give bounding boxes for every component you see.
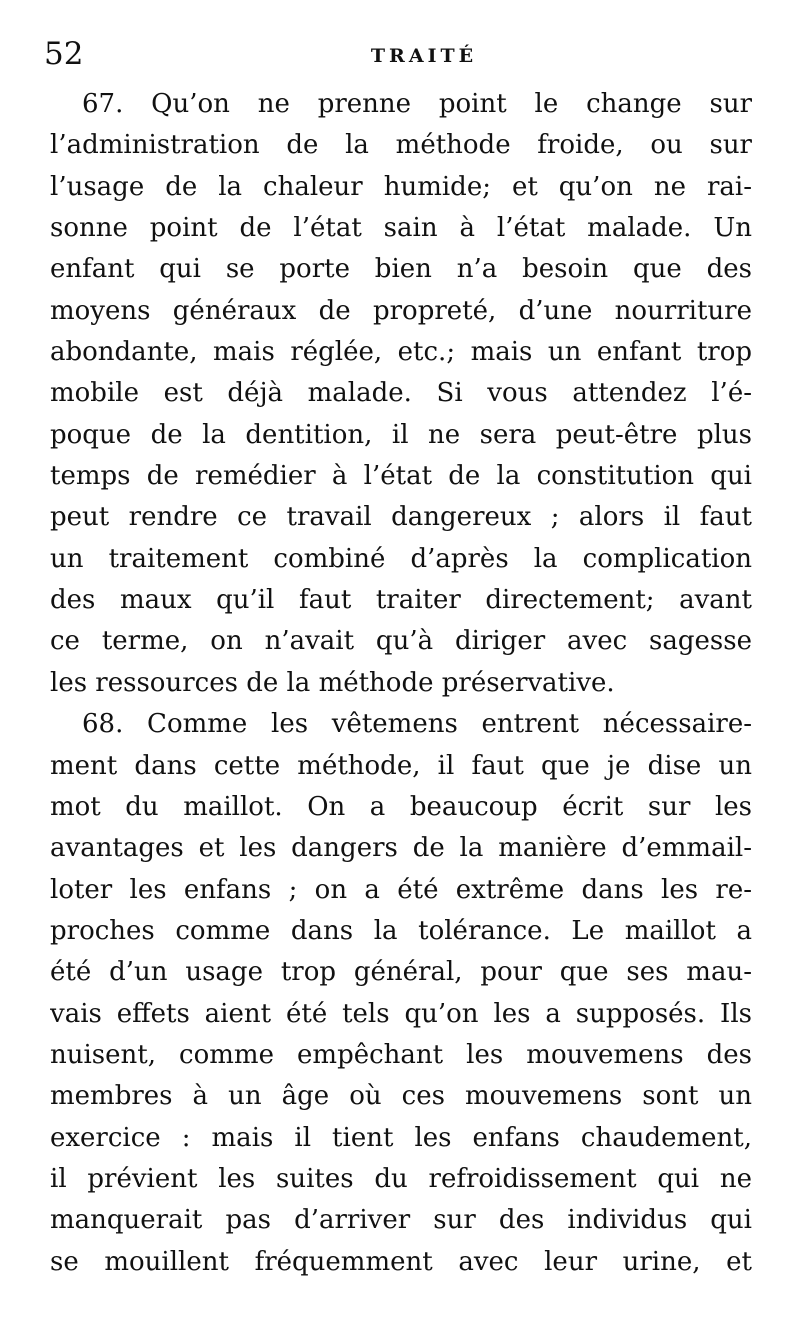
text-line: l’usage de la chaleur humide; et qu’on ne rai- (50, 171, 752, 202)
text-line: nuisent, comme empêchant les mouvemens des (50, 1039, 752, 1070)
text-line: l’administration de la méthode froide, ou sur (50, 130, 752, 161)
body-text (50, 84, 752, 1283)
page-number: 52 (44, 36, 84, 72)
text-line: été d’un usage trop général, pour que ses mau- (50, 957, 752, 988)
text-line: mobile est déjà malade. Si vous attendez l’é- (50, 378, 752, 409)
text-line: 68. Comme les vêtemens entrent nécessaire- (82, 709, 752, 740)
page-header (44, 34, 764, 74)
text-line: des maux qu’il faut traiter directement; avant (50, 585, 752, 616)
text-line: moyens généraux de propreté, d’une nourriture (50, 295, 752, 326)
text-line: exercice : mais il tient les enfans chaudement, (50, 1122, 752, 1153)
text-line: peut rendre ce travail dangereux ; alors il faut (50, 502, 752, 533)
text-line: temps de remédier à l’état de la constitution qui (50, 461, 752, 492)
text-line: il prévient les suites du refroidissement qui ne (50, 1163, 752, 1194)
text-line: manquerait pas d’arriver sur des individus qui (50, 1205, 752, 1236)
text-line: loter les enfans ; on a été extrême dans les re- (50, 874, 752, 905)
text-line: abondante, mais réglée, etc.; mais un enfant trop (50, 337, 752, 368)
text-line: poque de la dentition, il ne sera peut-être plus (50, 419, 752, 450)
text-line: se mouillent fréquemment avec leur urine, et (50, 1246, 752, 1277)
text-line: proches comme dans la tolérance. Le maillot a (50, 915, 752, 946)
text-line: enfant qui se porte bien n’a besoin que des (50, 254, 752, 285)
text-line: vais effets aient été tels qu’on les a supposés. Ils (50, 998, 752, 1029)
running-title: TRAITÉ (370, 45, 478, 67)
text-line: les ressources de la méthode préservative. (50, 667, 615, 698)
text-line: ment dans cette méthode, il faut que je dise un (50, 750, 752, 781)
text-line: avantages et les dangers de la manière d’emmail- (50, 833, 752, 864)
text-line: 67. Qu’on ne prenne point le change sur (82, 89, 752, 119)
text-line: mot du maillot. On a beaucoup écrit sur les (50, 791, 752, 822)
text-line: sonne point de l’état sain à l’état malade. Un (50, 213, 752, 244)
text-line: un traitement combiné d’après la complication (50, 543, 752, 574)
text-line: membres à un âge où ces mouvemens sont un (50, 1081, 752, 1112)
text-line: ce terme, on n’avait qu’à diriger avec sagesse (50, 626, 752, 657)
